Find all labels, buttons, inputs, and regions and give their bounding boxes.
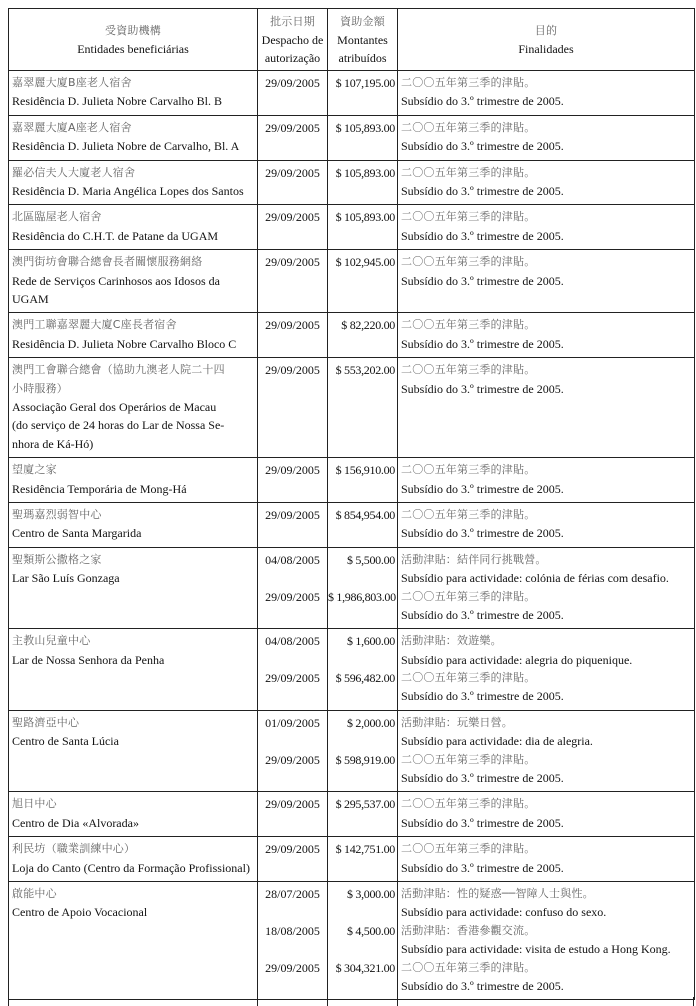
entity-name-pt: Rede de Serviços Carinhosos aos Idosos da bbox=[12, 273, 220, 288]
entity-name-zh: 主教山兒童中心 bbox=[12, 634, 91, 648]
date-cell bbox=[258, 358, 328, 458]
table-row bbox=[9, 358, 695, 458]
purpose-pt: Subsídio para actividade: alegria do piquenique. bbox=[401, 652, 633, 667]
purpose-cell bbox=[398, 313, 695, 358]
purpose-cell bbox=[398, 458, 695, 503]
purpose-item bbox=[401, 714, 692, 751]
amount: $ 295,537.00 bbox=[335, 797, 395, 812]
entity-name-pt: Centro de Santa Margarida bbox=[12, 526, 142, 541]
purpose-zh: 二〇〇五年第三季的津貼。 bbox=[401, 76, 536, 89]
column-rule bbox=[693, 997, 694, 1006]
entity-name-pt: Residência do C.H.T. de Patane da UGAM bbox=[12, 228, 219, 243]
purpose-zh: 二〇〇五年第三季的津貼。 bbox=[401, 210, 536, 224]
entity-cell bbox=[9, 882, 258, 1000]
approval-date: 29/09/2005 bbox=[265, 842, 320, 857]
header-purpose-zh: 目的 bbox=[534, 24, 558, 37]
amount: $ 854,954.00 bbox=[335, 507, 395, 522]
date-item bbox=[258, 751, 327, 788]
purpose-cell bbox=[398, 792, 695, 837]
amount-cell bbox=[328, 205, 398, 250]
approval-date: 29/09/2005 bbox=[265, 210, 320, 225]
amount: $ 1,986,803.00 bbox=[328, 589, 396, 604]
amount-item bbox=[328, 551, 395, 588]
date-cell bbox=[258, 547, 328, 629]
table-body bbox=[9, 71, 695, 1000]
entity-cell bbox=[9, 710, 258, 792]
date-item bbox=[258, 795, 327, 832]
purpose-item bbox=[401, 361, 692, 398]
amount-item bbox=[328, 669, 395, 706]
amount-cell bbox=[328, 115, 398, 160]
amount: $ 105,893.00 bbox=[335, 120, 395, 135]
purpose-pt: Subsídio do 3.º trimestre de 2005. bbox=[401, 273, 564, 288]
date-item bbox=[258, 669, 327, 706]
entity-name-zh: 望廈之家 bbox=[12, 463, 57, 477]
purpose-pt: Subsídio do 3.º trimestre de 2005. bbox=[401, 860, 564, 875]
purpose-item bbox=[401, 551, 692, 588]
entity-name-zh: 羅必信夫人大廈老人宿舍 bbox=[12, 165, 136, 179]
approval-date: 29/09/2005 bbox=[265, 589, 320, 604]
amount-cell bbox=[328, 882, 398, 1000]
amount-item bbox=[328, 164, 395, 201]
purpose-pt: Subsídio do 3.º trimestre de 2005. bbox=[401, 183, 564, 198]
amount: $ 598,919.00 bbox=[335, 752, 395, 767]
date-item bbox=[258, 119, 327, 156]
date-item bbox=[258, 253, 327, 290]
entity-cell bbox=[9, 837, 258, 882]
purpose-pt: Subsídio do 3.º trimestre de 2005. bbox=[401, 94, 564, 109]
amount: $ 142,751.00 bbox=[335, 842, 395, 857]
purpose-pt: Subsídio do 3.º trimestre de 2005. bbox=[401, 815, 564, 830]
amount-item bbox=[328, 316, 395, 353]
entity-cell bbox=[9, 547, 258, 629]
entity-name-pt: Associação Geral dos Operários de Macau bbox=[12, 399, 217, 414]
amount: $ 105,893.00 bbox=[335, 165, 395, 180]
entity-name-pt: Loja do Canto (Centro da Formação Profissional) bbox=[12, 860, 250, 875]
purpose-item bbox=[401, 922, 692, 959]
amount: $ 82,220.00 bbox=[341, 318, 395, 333]
table-row bbox=[9, 837, 695, 882]
column-rule bbox=[327, 997, 328, 1006]
purpose-zh: 二〇〇五年第三季的津貼。 bbox=[401, 960, 536, 974]
amount-cell bbox=[328, 502, 398, 547]
purpose-item bbox=[401, 632, 692, 669]
date-item bbox=[258, 632, 327, 669]
purpose-item bbox=[401, 885, 692, 922]
purpose-zh: 二〇〇五年第三季的津貼。 bbox=[401, 363, 536, 377]
purpose-item bbox=[401, 588, 692, 625]
approval-date: 29/09/2005 bbox=[265, 797, 320, 812]
date-item bbox=[258, 74, 327, 111]
entity-name-pt: Residência D. Maria Angélica Lopes dos Santos bbox=[12, 183, 244, 198]
amount-item bbox=[328, 714, 395, 751]
header-date-zh: 批示日期 bbox=[270, 15, 315, 28]
table-row bbox=[9, 502, 695, 547]
purpose-zh: 二〇〇五年第三季的津貼。 bbox=[401, 842, 536, 856]
purpose-zh: 二〇〇五年第三季的津貼。 bbox=[401, 318, 536, 332]
date-item bbox=[258, 208, 327, 245]
amount-cell bbox=[328, 160, 398, 205]
table-row bbox=[9, 710, 695, 792]
amount: $ 553,202.00 bbox=[335, 363, 395, 378]
entity-cell bbox=[9, 458, 258, 503]
purpose-pt: Subsídio do 3.º trimestre de 2005. bbox=[401, 979, 564, 994]
amount-item bbox=[328, 208, 395, 245]
header-amount-pt-2: atribuídos bbox=[338, 51, 387, 65]
entity-cell bbox=[9, 250, 258, 313]
purpose-pt: Subsídio para actividade: visita de estudo a Hong Kong. bbox=[401, 942, 671, 957]
amount: $ 105,893.00 bbox=[335, 210, 395, 225]
date-cell bbox=[258, 458, 328, 503]
amount: $ 107,195.00 bbox=[335, 76, 395, 90]
amount-item bbox=[328, 795, 395, 832]
table-row bbox=[9, 71, 695, 116]
approval-date: 04/08/2005 bbox=[265, 552, 320, 567]
approval-date: 29/09/2005 bbox=[265, 960, 320, 975]
date-item bbox=[258, 840, 327, 877]
date-item bbox=[258, 461, 327, 498]
amount-cell bbox=[328, 547, 398, 629]
purpose-item bbox=[401, 959, 692, 996]
amount-item bbox=[328, 632, 395, 669]
amount-item bbox=[328, 751, 395, 788]
purpose-pt: Subsídio para actividade: colónia de férias com desafio. bbox=[401, 571, 669, 586]
entity-name-pt: Lar de Nossa Senhora da Penha bbox=[12, 652, 165, 667]
purpose-pt: Subsídio do 3.º trimestre de 2005. bbox=[401, 481, 564, 496]
purpose-cell bbox=[398, 160, 695, 205]
table-row bbox=[9, 792, 695, 837]
entity-name-pt: Residência D. Julieta Nobre Carvalho Bl. B bbox=[12, 94, 222, 109]
purpose-zh: 二〇〇五年第三季的津貼。 bbox=[401, 797, 536, 811]
amount-cell bbox=[328, 792, 398, 837]
amount: $ 156,910.00 bbox=[335, 463, 395, 478]
purpose-cell bbox=[398, 882, 695, 1000]
entity-name-pt: Centro de Santa Lúcia bbox=[12, 734, 119, 749]
amount: $ 2,000.00 bbox=[346, 715, 395, 730]
purpose-zh: 二〇〇五年第三季的津貼。 bbox=[401, 120, 536, 134]
purpose-cell bbox=[398, 629, 695, 711]
entity-cell bbox=[9, 115, 258, 160]
entity-name-zh: 聖路濟亞中心 bbox=[12, 715, 80, 729]
date-cell bbox=[258, 710, 328, 792]
entity-name-pt: UGAM bbox=[12, 291, 49, 306]
approval-date: 29/09/2005 bbox=[265, 120, 320, 135]
purpose-pt: Subsídio do 3.º trimestre de 2005. bbox=[401, 607, 564, 622]
date-item bbox=[258, 588, 327, 625]
purpose-item bbox=[401, 669, 692, 706]
purpose-pt: Subsídio do 3.º trimestre de 2005. bbox=[401, 381, 564, 396]
entity-name-zh: 嘉翠麗大廈A座老人宿舍 bbox=[12, 120, 132, 134]
table-row bbox=[9, 882, 695, 1000]
purpose-zh: 二〇〇五年第三季的津貼。 bbox=[401, 507, 536, 521]
amount: $ 1,600.00 bbox=[346, 634, 395, 649]
table-row bbox=[9, 547, 695, 629]
entity-cell bbox=[9, 629, 258, 711]
purpose-item bbox=[401, 316, 692, 353]
purpose-zh: 活動津貼：香港參觀交流。 bbox=[401, 923, 536, 937]
column-rule bbox=[397, 997, 398, 1006]
header-entity-zh: 受資助機構 bbox=[105, 24, 161, 37]
approval-date: 29/09/2005 bbox=[265, 752, 320, 767]
purpose-zh: 二〇〇五年第三季的津貼。 bbox=[401, 671, 536, 685]
date-cell bbox=[258, 71, 328, 116]
date-item bbox=[258, 164, 327, 201]
purpose-cell bbox=[398, 71, 695, 116]
approval-date: 18/08/2005 bbox=[265, 923, 320, 938]
table-row bbox=[9, 205, 695, 250]
date-cell bbox=[258, 792, 328, 837]
approval-date: 01/09/2005 bbox=[265, 715, 320, 730]
purpose-pt: Subsídio do 3.º trimestre de 2005. bbox=[401, 336, 564, 351]
date-item bbox=[258, 714, 327, 751]
entity-name-pt: Centro de Dia «Alvorada» bbox=[12, 815, 139, 830]
entity-name-pt: Residência D. Julieta Nobre Carvalho Bloco C bbox=[12, 336, 237, 351]
approval-date: 29/09/2005 bbox=[265, 255, 320, 270]
purpose-pt: Subsídio para actividade: confuso do sexo. bbox=[401, 905, 607, 920]
date-item bbox=[258, 361, 327, 398]
purpose-cell bbox=[398, 205, 695, 250]
table-row bbox=[9, 115, 695, 160]
purpose-cell bbox=[398, 837, 695, 882]
purpose-item bbox=[401, 119, 692, 156]
amount: $ 4,500.00 bbox=[346, 923, 395, 938]
header-amount bbox=[328, 9, 398, 71]
amount-item bbox=[328, 74, 395, 111]
amount-item bbox=[328, 588, 395, 625]
entity-name-pt: (do serviço de 24 horas do Lar de Nossa Se- bbox=[12, 418, 225, 433]
amount-item bbox=[328, 506, 395, 543]
entity-name-zh: 澳門工聯嘉翠麗大廈C座長者宿舍 bbox=[12, 318, 177, 332]
entity-name-pt: Residência D. Julieta Nobre de Carvalho, Bl. A bbox=[12, 139, 240, 154]
date-cell bbox=[258, 629, 328, 711]
amount-cell bbox=[328, 250, 398, 313]
header-date-pt-2: autorização bbox=[264, 51, 321, 65]
table-row bbox=[9, 629, 695, 711]
purpose-item bbox=[401, 164, 692, 201]
date-item bbox=[258, 959, 327, 996]
purpose-zh: 活動津貼：結伴同行挑戰營。 bbox=[401, 552, 547, 566]
purpose-zh: 二〇〇五年第三季的津貼。 bbox=[401, 589, 536, 603]
table-row bbox=[9, 250, 695, 313]
purpose-zh: 活動津貼：效遊樂。 bbox=[401, 634, 502, 648]
purpose-cell bbox=[398, 710, 695, 792]
approval-date: 29/09/2005 bbox=[265, 318, 320, 333]
purpose-zh: 二〇〇五年第三季的津貼。 bbox=[401, 752, 536, 766]
amount-cell bbox=[328, 358, 398, 458]
entity-name-zh: 聖瑪嘉烈弱智中心 bbox=[12, 507, 102, 521]
entity-name-zh: 利民坊（職業訓練中心） bbox=[12, 842, 136, 856]
entity-cell bbox=[9, 160, 258, 205]
date-cell bbox=[258, 205, 328, 250]
entity-name-pt: nhora de Ká-Hó) bbox=[12, 436, 94, 451]
date-item bbox=[258, 506, 327, 543]
header-date-pt-1: Despacho de bbox=[261, 33, 324, 47]
entity-name-pt: Residência Temporária de Mong-Há bbox=[12, 481, 187, 496]
purpose-pt: Subsídio do 3.º trimestre de 2005. bbox=[401, 689, 564, 704]
purpose-pt: Subsídio para actividade: dia de alegria. bbox=[401, 734, 593, 749]
purpose-pt: Subsídio do 3.º trimestre de 2005. bbox=[401, 139, 564, 154]
entity-cell bbox=[9, 502, 258, 547]
header-entity bbox=[9, 9, 258, 71]
amount-cell bbox=[328, 313, 398, 358]
table-header-row bbox=[9, 9, 695, 71]
entity-name-pt: Lar São Luís Gonzaga bbox=[12, 571, 120, 586]
header-amount-zh: 資助金額 bbox=[340, 15, 385, 28]
purpose-cell bbox=[398, 358, 695, 458]
entity-name-zh: 旭日中心 bbox=[12, 797, 57, 811]
table-row bbox=[9, 458, 695, 503]
purpose-zh: 二〇〇五年第三季的津貼。 bbox=[401, 255, 536, 269]
purpose-zh: 二〇〇五年第三季的津貼。 bbox=[401, 463, 536, 477]
entity-name-pt: Centro de Apoio Vocacional bbox=[12, 905, 148, 920]
subsidy-table bbox=[8, 8, 695, 1000]
header-amount-pt-1: Montantes bbox=[337, 33, 388, 47]
table-row bbox=[9, 313, 695, 358]
date-cell bbox=[258, 502, 328, 547]
entity-name-zh: 嘉翠麗大廈B座老人宿舍 bbox=[12, 76, 132, 89]
entity-name-zh: 澳門街坊會聯合總會長者關懷服務網絡 bbox=[12, 255, 203, 269]
purpose-item bbox=[401, 461, 692, 498]
amount-item bbox=[328, 119, 395, 156]
purpose-item bbox=[401, 74, 692, 111]
purpose-zh: 活動津貼：性的疑惑──智障人士與性。 bbox=[401, 887, 594, 901]
purpose-pt: Subsídio do 3.º trimestre de 2005. bbox=[401, 771, 564, 786]
purpose-cell bbox=[398, 250, 695, 313]
header-purpose-pt: Finalidades bbox=[518, 42, 574, 56]
purpose-zh: 二〇〇五年第三季的津貼。 bbox=[401, 165, 536, 179]
purpose-cell bbox=[398, 115, 695, 160]
approval-date: 29/09/2005 bbox=[265, 165, 320, 180]
date-item bbox=[258, 922, 327, 959]
amount-item bbox=[328, 253, 395, 290]
approval-date: 04/08/2005 bbox=[265, 634, 320, 649]
header-entity-pt: Entidades beneficiárias bbox=[77, 42, 189, 56]
entity-name-zh: 小時服務） bbox=[12, 381, 68, 395]
purpose-item bbox=[401, 253, 692, 290]
approval-date: 29/09/2005 bbox=[265, 363, 320, 378]
column-rule bbox=[8, 997, 9, 1006]
approval-date: 29/09/2005 bbox=[265, 671, 320, 686]
approval-date: 28/07/2005 bbox=[265, 887, 320, 902]
date-cell bbox=[258, 882, 328, 1000]
amount-item bbox=[328, 922, 395, 959]
purpose-cell bbox=[398, 547, 695, 629]
date-cell bbox=[258, 160, 328, 205]
entity-cell bbox=[9, 792, 258, 837]
purpose-item bbox=[401, 208, 692, 245]
purpose-item bbox=[401, 506, 692, 543]
entity-name-zh: 澳門工會聯合總會（協助九澳老人院二十四 bbox=[12, 363, 225, 377]
amount-cell bbox=[328, 837, 398, 882]
amount-item bbox=[328, 885, 395, 922]
amount-cell bbox=[328, 710, 398, 792]
header-date bbox=[258, 9, 328, 71]
amount-item bbox=[328, 461, 395, 498]
approval-date: 29/09/2005 bbox=[265, 463, 320, 478]
amount-item bbox=[328, 840, 395, 877]
entity-name-zh: 啟能中心 bbox=[12, 887, 57, 901]
date-cell bbox=[258, 250, 328, 313]
entity-cell bbox=[9, 358, 258, 458]
amount: $ 596,482.00 bbox=[335, 671, 395, 686]
date-item bbox=[258, 551, 327, 588]
date-item bbox=[258, 316, 327, 353]
entity-name-zh: 北區臨屋老人宿舍 bbox=[12, 210, 102, 224]
date-cell bbox=[258, 115, 328, 160]
amount: $ 5,500.00 bbox=[346, 552, 395, 567]
entity-cell bbox=[9, 313, 258, 358]
date-cell bbox=[258, 313, 328, 358]
column-rule bbox=[257, 997, 258, 1006]
amount-item bbox=[328, 361, 395, 398]
approval-date: 29/09/2005 bbox=[265, 507, 320, 522]
amount: $ 3,000.00 bbox=[346, 887, 395, 902]
purpose-pt: Subsídio do 3.º trimestre de 2005. bbox=[401, 526, 564, 541]
purpose-pt: Subsídio do 3.º trimestre de 2005. bbox=[401, 228, 564, 243]
purpose-item bbox=[401, 795, 692, 832]
date-cell bbox=[258, 837, 328, 882]
entity-name-zh: 聖類斯公撒格之家 bbox=[12, 552, 102, 566]
amount-cell bbox=[328, 71, 398, 116]
entity-cell bbox=[9, 205, 258, 250]
header-purpose bbox=[398, 9, 695, 71]
amount-cell bbox=[328, 629, 398, 711]
purpose-item bbox=[401, 751, 692, 788]
purpose-zh: 活動津貼：玩樂日營。 bbox=[401, 715, 513, 729]
approval-date: 29/09/2005 bbox=[265, 76, 320, 90]
date-item bbox=[258, 885, 327, 922]
amount: $ 304,321.00 bbox=[335, 960, 395, 975]
purpose-item bbox=[401, 840, 692, 877]
amount: $ 102,945.00 bbox=[335, 255, 395, 270]
amount-item bbox=[328, 959, 395, 996]
amount-cell bbox=[328, 458, 398, 503]
purpose-cell bbox=[398, 502, 695, 547]
table-row bbox=[9, 160, 695, 205]
entity-cell bbox=[9, 71, 258, 116]
